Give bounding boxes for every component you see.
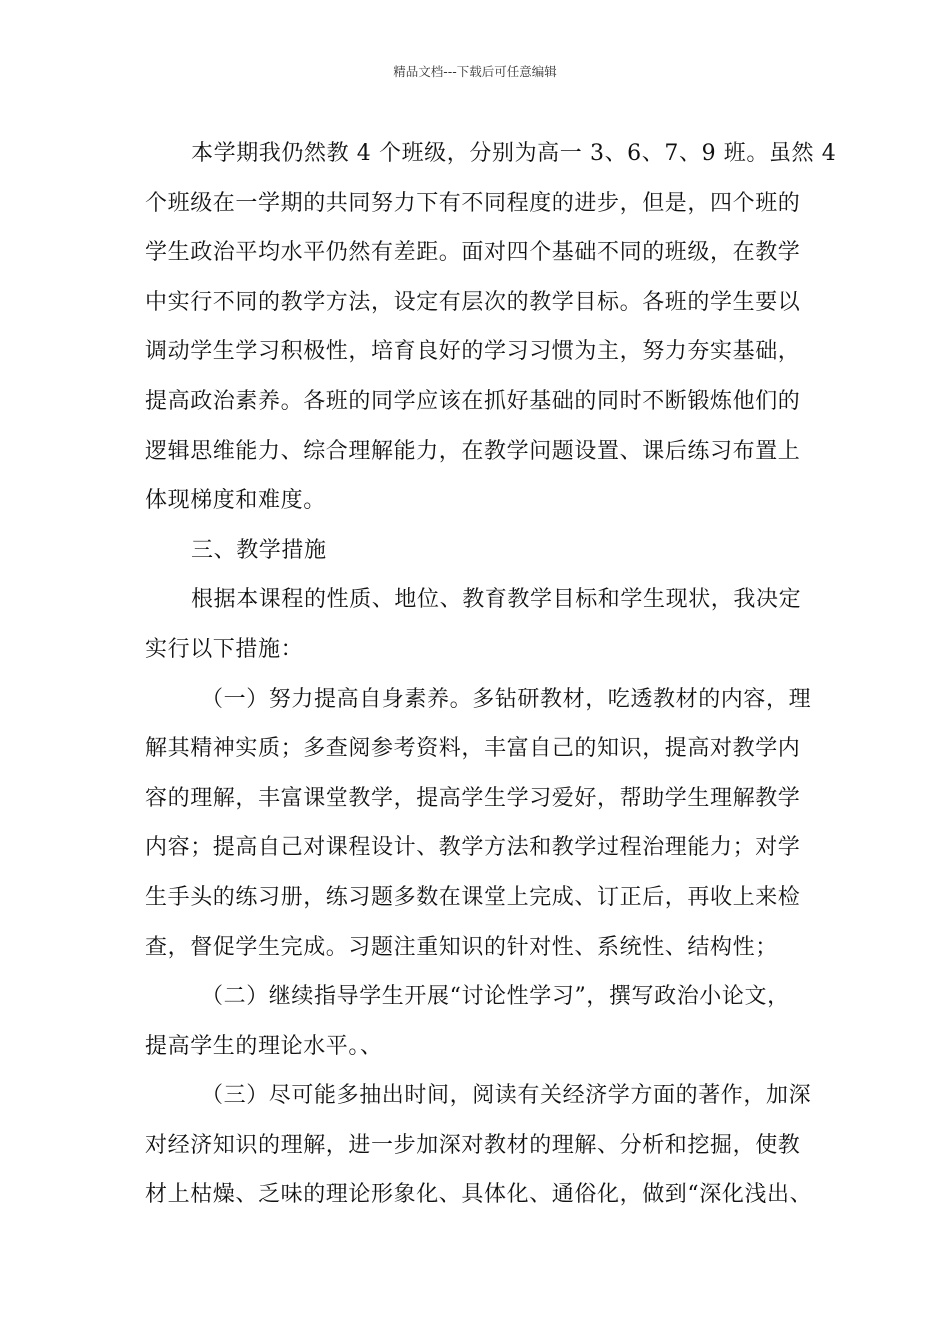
text-line: （一）努力提高自身素养。多钻研教材，吃透教材的内容，理 bbox=[201, 686, 812, 712]
text-line: 内容；提高自己对课程设计、教学方法和教学过程治理能力；对学 bbox=[145, 835, 801, 861]
text-line: 体现梯度和难度。 bbox=[145, 488, 326, 514]
text-line: 根据本课程的性质、地位、教育教学目标和学生现状，我决定 bbox=[191, 587, 802, 613]
document-body bbox=[145, 129, 837, 1220]
text-line: 材上枯燥、乏味的理论形象化、具体化、通俗化，做到“深化浅出、 bbox=[145, 1182, 813, 1208]
text-line: 查，督促学生完成。习题注重知识的针对性、系统性、结构性； bbox=[145, 934, 778, 960]
text-line: （二）继续指导学生开展“讨论性学习”，撰写政治小论文， bbox=[201, 984, 790, 1010]
text-line: 中实行不同的教学方法，设定有层次的教学目标。各班的学生要以 bbox=[145, 289, 801, 315]
section-heading: 三、教学措施 bbox=[191, 537, 327, 563]
text-line: 提高政治素养。各班的同学应该在抓好基础的同时不断锻炼他们的 bbox=[145, 388, 801, 414]
text-line: 实行以下措施： bbox=[145, 636, 304, 662]
text-line: （三）尽可能多抽出时间，阅读有关经济学方面的著作，加深 bbox=[201, 1083, 812, 1109]
text-line: 容的理解，丰富课堂教学，提高学生学习爱好，帮助学生理解教学 bbox=[145, 785, 801, 811]
text-line: 解其精神实质；多查阅参考资料，丰富自己的知识，提高对教学内 bbox=[145, 736, 801, 762]
page-header: 精品文档---下载后可任意编辑 bbox=[393, 64, 557, 79]
text-line: 调动学生学习积极性，培育良好的学习习惯为主，努力夯实基础， bbox=[145, 339, 801, 365]
text-line: 学生政治平均水平仍然有差距。面对四个基础不同的班级，在教学 bbox=[145, 240, 801, 266]
text-line: 提高学生的理论水平。、 bbox=[145, 1033, 383, 1059]
text-line: 生手头的练习册，练习题多数在课堂上完成、订正后，再收上来检 bbox=[145, 884, 801, 910]
text-line: 对经济知识的理解，进一步加深对教材的理解、分析和挖掘，使教 bbox=[145, 1132, 801, 1158]
text-line: 个班级在一学期的共同努力下有不同程度的进步，但是，四个班的 bbox=[145, 190, 801, 216]
text-line: 本学期我仍然教 4 个班级，分别为高一 3、6、7、9 班。虽然 4 bbox=[191, 141, 837, 166]
text-line: 逻辑思维能力、综合理解能力，在教学问题设置、课后练习布置上 bbox=[145, 438, 801, 464]
